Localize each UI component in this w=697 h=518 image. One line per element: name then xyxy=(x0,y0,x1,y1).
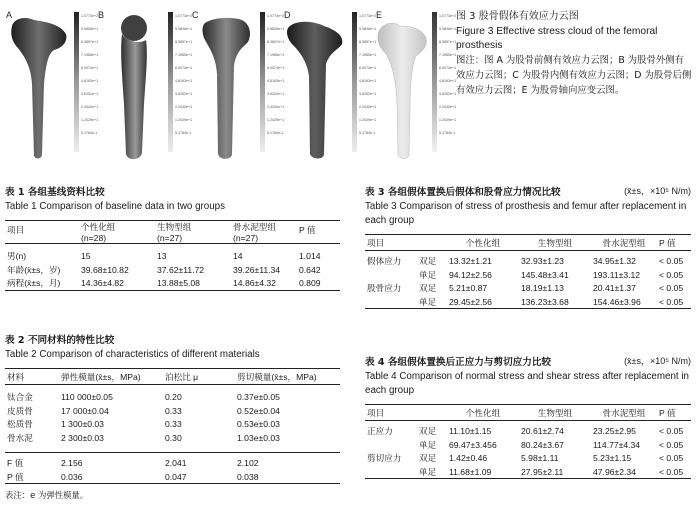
figure-note: 图注：图 A 为股骨前侧有效应力云图；B 为股骨外侧有效应力云图；C 为股骨内侧有效应力云图；D 为股骨后侧有效应力云图；E 为股骨轴向应变云图。 xyxy=(456,54,692,96)
table-row: 股骨应力 双足 5.21±0.87 18.19±1.13 20.41±1.37 < 0.05 xyxy=(367,283,684,294)
table-row: 钛合金 110 000±0.05 0.20 0.37e±0.05 xyxy=(7,392,280,403)
header-cell: 剪切模量(x̄±s，MPa) xyxy=(235,369,340,385)
femur-strain-image-e xyxy=(374,4,436,164)
header-cell: 生物型组 xyxy=(519,235,591,251)
table-row: 假体应力 双足 13.32±1.21 32.93±1.23 34.95±1.32 < 0.05 xyxy=(367,256,684,267)
panel-letter: A xyxy=(6,10,13,20)
femur-stress-image-a xyxy=(4,4,74,164)
table-title-en: Table 3 Comparison of stress of prosthesis and femur after replacement in each group xyxy=(365,201,687,226)
figure-panel-a xyxy=(4,4,99,164)
table-3 xyxy=(365,184,691,309)
panel-letter: C xyxy=(192,10,199,20)
table-1-grid xyxy=(5,220,340,291)
figure-panel-d xyxy=(282,4,377,164)
table-row: 病程(x̄±s，月) 14.36±4.82 13.88±5.08 14.86±4.32 0.809 xyxy=(5,277,340,291)
table-unit: (x̄±s，×10⁵ N/m) xyxy=(624,186,691,196)
table-row: 骨水泥 2 300±0.03 0.30 1.03e±0.03 xyxy=(7,432,280,443)
table-row: 单足 69.47±3.456 80.24±3.67 114.77±4.34 < 0.05 xyxy=(419,439,684,450)
header-cell xyxy=(417,235,447,251)
femur-stress-image-b xyxy=(96,4,166,164)
header-cell: 个性化组 xyxy=(447,405,519,421)
figure-title-zh: 图 3 股骨假体有效应力云图 xyxy=(456,11,579,22)
table-header-row xyxy=(365,235,691,251)
table-unit: (x̄±s，×10⁵ N/m) xyxy=(624,356,691,366)
table-row: 年龄(x̄±s，岁) 39.68±10.82 37.62±11.72 39.26±11.34 0.642 xyxy=(7,264,321,275)
table-footnote: 表注：e 为弹性模量。 xyxy=(5,490,89,500)
header-cell: 个性化组 xyxy=(447,235,519,251)
table-header-row xyxy=(5,369,340,385)
header-cell: 生物型组 xyxy=(519,405,591,421)
table-stat-row: F 值 2.156 2.041 2.102 xyxy=(7,458,259,469)
table-header-row xyxy=(5,221,340,244)
table-row: 单足 11.68±1.09 27.95±2.11 47.96±2.34 < 0.05 xyxy=(365,465,691,479)
table-row: 剪切应力 双足 1.42±0.46 5.98±1.11 5.23±1.15 < 0.05 xyxy=(367,453,684,464)
table-header-row xyxy=(365,405,691,421)
header-cell: 生物型组 (n=27) xyxy=(155,221,231,244)
header-cell: 项目 xyxy=(365,235,417,251)
header-cell: P 值 xyxy=(657,405,691,421)
table-4 xyxy=(365,354,691,479)
panel-letter: B xyxy=(98,10,105,20)
table-4-grid xyxy=(365,404,691,479)
table-title-zh: 表 1 各组基线资料比较 xyxy=(5,187,105,198)
header-cell: 骨水泥型组 xyxy=(591,235,657,251)
femur-stress-image-c xyxy=(190,4,260,164)
header-cell xyxy=(417,405,447,421)
header-cell: 弹性模量(x̄±s，MPa) xyxy=(59,369,163,385)
scale-labels: 1.0773e+2 9.5808e+1 8.3897e+1 7.1985e+1 6.0074e+1 4.8163e+1 3.6252e+1 2.4340e+1 1.2429e+1 5.1784e-1 xyxy=(267,14,285,135)
table-title-zh: 表 3 各组假体置换后假体和股骨应力情况比较 (x̄±s，×10⁵ N/m) xyxy=(365,186,691,198)
table-2-grid xyxy=(5,368,340,484)
table-row: 松质骨 1 300±0.03 0.33 0.53e±0.03 xyxy=(7,419,280,430)
table-title-zh: 表 4 各组假体置换后正应力与剪切应力比较 (x̄±s，×10⁵ N/m) xyxy=(365,356,691,368)
table-row: 单足 94.12±2.56 145.48±3.41 193.11±3.12 < 0.05 xyxy=(419,269,684,280)
header-cell: 个性化组 (n=28) xyxy=(79,221,155,244)
table-row: 正应力 双足 11.10±1.15 20.61±2.74 23.25±2.95 < 0.05 xyxy=(367,426,684,437)
scale-labels: 1.0773e+2 9.5808e+1 8.3897e+1 7.1985e+1 6.0074e+1 4.8163e+1 3.6252e+1 2.4340e+1 1.2429e+1 5.1784e-1 xyxy=(439,14,457,135)
header-cell: 骨水泥型组 xyxy=(591,405,657,421)
figure-title-en: Figure 3 Effective stress cloud of the femoral prosthesis xyxy=(456,25,658,51)
color-scale-bar xyxy=(352,12,357,152)
panel-letter: D xyxy=(284,10,291,20)
header-cell: 项目 xyxy=(365,405,417,421)
figure-panel-e xyxy=(374,4,456,164)
femur-stress-image-d xyxy=(282,4,352,164)
header-cell: P 值 xyxy=(297,221,340,244)
scale-labels: 1.0773e+2 9.5808e+1 8.3897e+1 7.1985e+1 6.0074e+1 4.8163e+1 3.6252e+1 2.4340e+1 1.2429e+1 5.1784e-1 xyxy=(359,14,377,135)
table-title-en: Table 4 Comparison of normal stress and shear stress after replacement in each group xyxy=(365,371,689,396)
header-cell: 骨水泥型组 (n=27) xyxy=(231,221,297,244)
header-cell: P 值 xyxy=(657,235,691,251)
table-2 xyxy=(5,332,340,501)
table-stat-row: P 值 0.036 0.047 0.038 xyxy=(5,470,340,484)
table-row: 男(n) 15 13 14 1.014 xyxy=(7,251,321,262)
color-scale-bar xyxy=(168,12,173,152)
header-cell: 泊松比 μ xyxy=(163,369,235,385)
table-row: 皮质骨 17 000±0.04 0.33 0.52e±0.04 xyxy=(7,405,280,416)
table-title-zh: 表 2 不同材料的特性比较 xyxy=(5,335,115,346)
color-scale-bar xyxy=(260,12,265,152)
scale-labels: 1.0773e+2 9.5808e+1 8.3897e+1 7.1985e+1 6.0074e+1 4.8163e+1 3.6252e+1 2.4340e+1 1.2429e+1 5.1784e-1 xyxy=(81,14,99,135)
scale-labels: 1.0773e+2 9.5808e+1 8.3897e+1 7.1985e+1 6.0074e+1 4.8163e+1 3.6252e+1 2.4340e+1 1.2429e+1 5.1784e-1 xyxy=(175,14,193,135)
header-cell: 项目 xyxy=(5,221,79,244)
figure-caption xyxy=(456,10,692,98)
figure-panel-c xyxy=(190,4,285,164)
color-scale-bar xyxy=(432,12,437,152)
panel-letter: E xyxy=(376,10,383,20)
figure-panel-b xyxy=(96,4,193,164)
table-row: 单足 29.45±2.56 136.23±3.68 154.46±3.96 < 0.05 xyxy=(365,295,691,309)
color-scale-bar xyxy=(74,12,79,152)
femur-stress-figure xyxy=(4,4,457,168)
header-cell: 材料 xyxy=(5,369,59,385)
table-1 xyxy=(5,184,340,291)
table-3-grid xyxy=(365,234,691,309)
table-title-en: Table 1 Comparison of baseline data in two groups xyxy=(5,201,226,212)
table-title-en: Table 2 Comparison of characteristics of different materials xyxy=(5,349,260,360)
